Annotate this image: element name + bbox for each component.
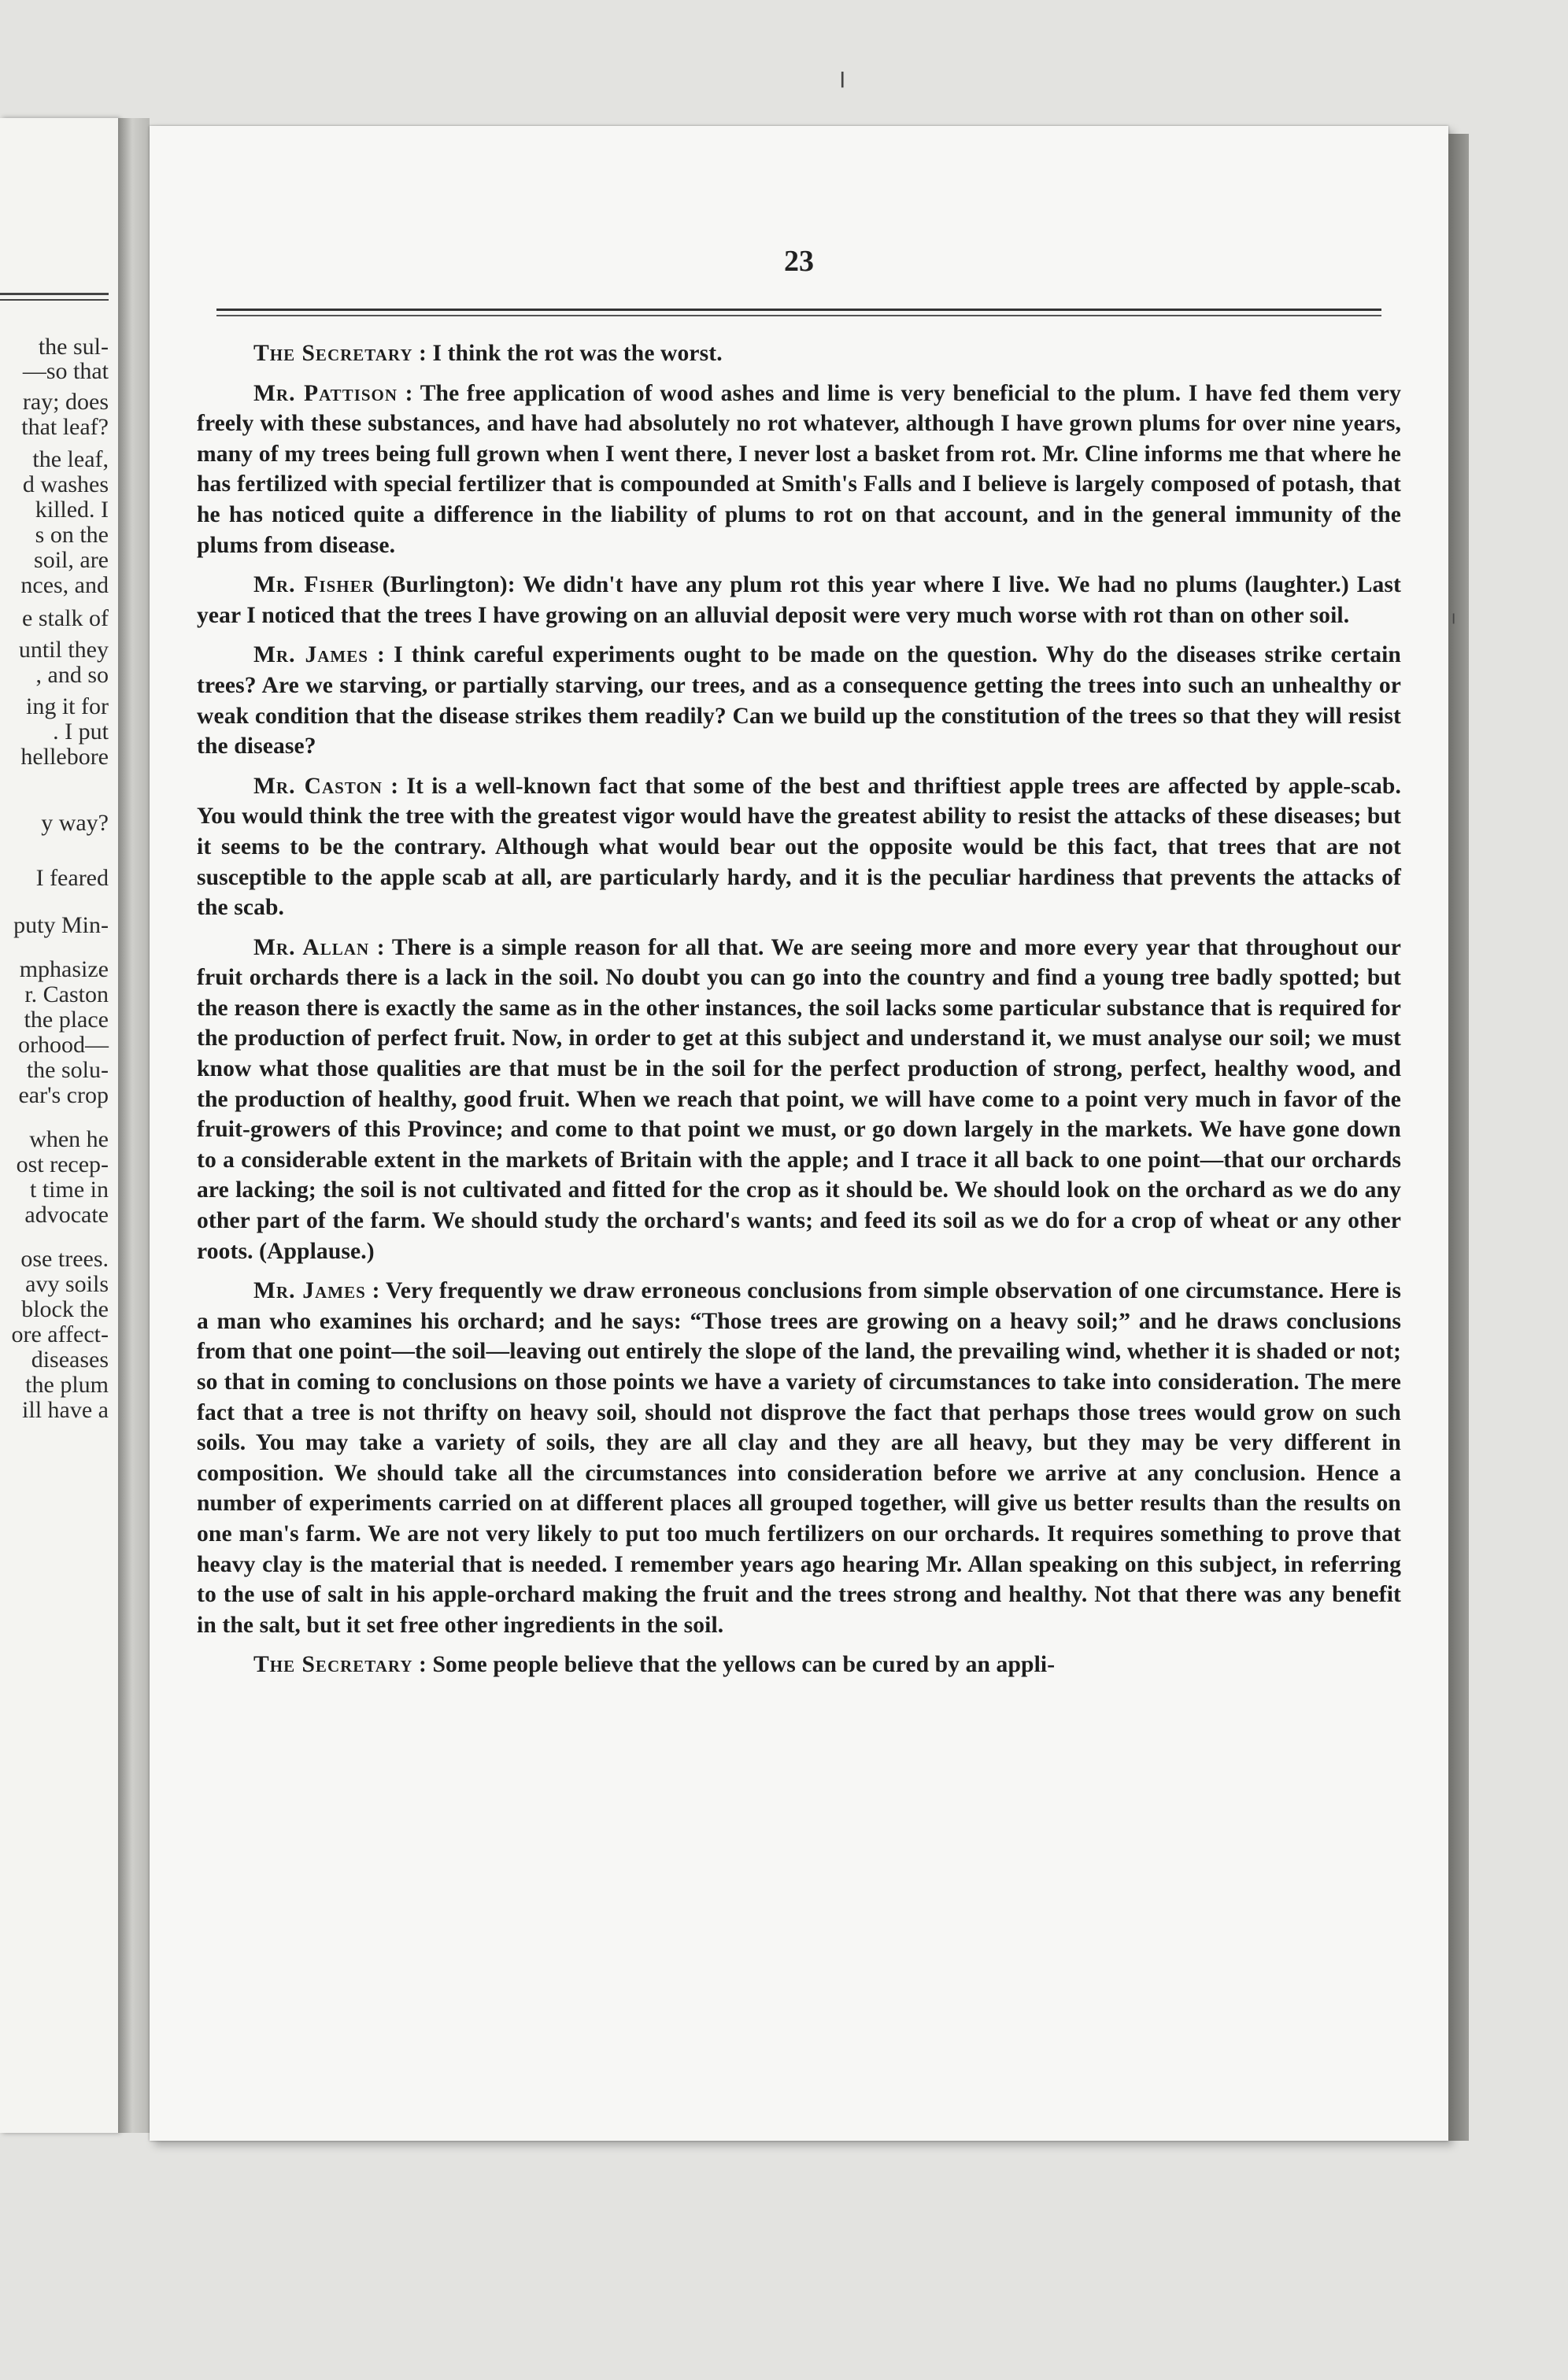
paragraph-text: : It is a well-known fact that some of the best and thriftiest apple trees are affected by apple-scab. You would think the tree with the greatest vigor would have the greatest ability to resist the attacks of these diseases; but it seems to be the contrary. Although what would bear out the opposite would be this fact, that trees that are not susceptible to the apple scab at all, are particularly hardy, and it is the peculiar hardiness that prevents the attacks of the scab. bbox=[197, 773, 1401, 921]
left-page-line: y way? bbox=[41, 810, 109, 836]
page-edge-shadow bbox=[1448, 134, 1469, 2141]
left-page-line: ray; does bbox=[22, 389, 109, 415]
paragraph bbox=[197, 771, 1401, 923]
left-page-line: t time in bbox=[30, 1177, 109, 1203]
left-page-line: the place bbox=[24, 1007, 109, 1033]
left-page-rule bbox=[0, 299, 109, 301]
paragraph bbox=[197, 570, 1401, 630]
speaker-name: Mr. James bbox=[253, 642, 368, 668]
scan-speck: ╵ bbox=[1448, 614, 1459, 634]
header-rule bbox=[216, 315, 1381, 316]
left-page-line: block the bbox=[21, 1296, 109, 1322]
speaker-name: Mr. Allan bbox=[253, 934, 370, 960]
paragraph-text: : Very frequently we draw erroneous conclusions from simple observation of one circumstance. Here is a man who examines his orchard; and he says: “Those trees are growing on a heavy soil;” and he draws conclusions from that one point—the soil—leaving out entirely the slope of the land, the prevailing wind, whether it is shaded or not; so that in coming to conclusions on those points we have a variety of circumstances to take into consideration. The mere fact that a tree is not thrifty on heavy soil, should not disprove the fact that perhaps those trees would grow on such soils. You may take a variety of soils, they are all clay and they are all heavy, but they may be very different in composition. We should take all the circumstances into consideration before we arrive at any conclusion. Hence a number of experiments carried on at different places all grouped together, will give us better results than the results on one man's farm. We are not very likely to put too much fertilizers on our orchards. It requires something to prove that heavy clay is the material that is needed. I remember years ago hearing Mr. Allan speaking on this subject, in referring to the use of salt in his apple-orchard making the fruit and the trees strong and healthy. Not that there was any benefit in the salt, but it set free other ingredients in the soil. bbox=[197, 1278, 1401, 1638]
speaker-name: The Secretary bbox=[253, 341, 413, 366]
paragraph-text: : The free application of wood ashes and lime is very beneficial to the plum. I have fed them very freely with these substances, and have had absolutely no rot whatever, although I have grown plums for over nine years, many of my trees being full grown when I went there, I never lost a basket from rot. Mr. Cline informs me that where he has fertilized with special fertilizer that is compounded at Smith's Falls and I believe is largely composed of potash, that he has noticed quite a difference in the liability of plums to rot on that account, and in the general immunity of the plums from disease. bbox=[197, 380, 1401, 558]
left-page-line: ing it for bbox=[26, 693, 109, 719]
left-page-line: e stalk of bbox=[22, 605, 109, 631]
left-page-line: advocate bbox=[24, 1202, 109, 1228]
paragraph-text: : Some people believe that the yellows can be cured by an appli- bbox=[419, 1652, 1056, 1678]
paragraph bbox=[197, 1650, 1401, 1680]
left-page-line: when he bbox=[29, 1126, 109, 1152]
left-page-line: ill have a bbox=[22, 1397, 109, 1423]
left-page-line: ore affect- bbox=[11, 1321, 109, 1347]
speaker-name: Mr. Fisher bbox=[253, 572, 375, 598]
left-page-line: ost recep- bbox=[16, 1151, 109, 1177]
left-page-line: puty Min- bbox=[13, 912, 109, 938]
left-page-line: —so that bbox=[22, 358, 109, 384]
header-rule bbox=[216, 309, 1381, 311]
left-page-line: , and so bbox=[35, 662, 109, 688]
left-page-line: mphasize bbox=[19, 956, 109, 982]
left-page-line: d washes bbox=[22, 471, 109, 497]
left-page-line: ear's crop bbox=[18, 1082, 109, 1108]
left-page-line: the plum bbox=[25, 1372, 109, 1398]
left-page-line: until they bbox=[18, 637, 109, 663]
left-page-line: killed. I bbox=[35, 497, 109, 523]
left-page-line: the sul- bbox=[38, 334, 109, 360]
paragraph bbox=[197, 640, 1401, 761]
paragraph bbox=[197, 1276, 1401, 1640]
page-number: 23 bbox=[784, 245, 814, 278]
speaker-name: Mr. Caston bbox=[253, 773, 383, 799]
left-page-line: diseases bbox=[31, 1347, 109, 1373]
speaker-name: Mr. Pattison bbox=[253, 380, 398, 406]
speaker-name: The Secretary bbox=[253, 1652, 413, 1678]
speaker-name: Mr. James bbox=[253, 1278, 366, 1304]
paragraph-text: : I think careful experiments ought to be made on the question. Why do the diseases strike certain trees? Are we starving, or partially starving, our trees, and as a consequence getting the trees into such an unhealthy or weak condition that the disease strikes them readily? Can we build up the constitution of the trees so that they will resist the disease? bbox=[197, 642, 1401, 759]
scan-speck: ╵ bbox=[834, 74, 851, 103]
left-page-line: hellebore bbox=[20, 744, 109, 770]
left-page-line: ose trees. bbox=[20, 1246, 109, 1272]
paragraph-text: : I think the rot was the worst. bbox=[419, 341, 723, 366]
book-gutter bbox=[118, 118, 150, 2133]
left-page-line: nces, and bbox=[20, 572, 109, 598]
left-page-line: orhood— bbox=[18, 1032, 109, 1058]
page-23 bbox=[150, 126, 1448, 2141]
left-page-line: the leaf, bbox=[32, 446, 109, 472]
left-page-line: r. Caston bbox=[24, 981, 109, 1007]
left-page-rule bbox=[0, 293, 109, 295]
body-text bbox=[197, 338, 1401, 1690]
paragraph-text: : There is a simple reason for all that. We are seeing more and more every year that throughout our fruit orchards there is a lack in the soil. No doubt you can go into the country and find a young tree badly spotted; but the reason there is exactly the same as in the other instances, the soil lacks some particular substance that is required for the production of perfect fruit. Now, in order to get at this subject and understand it, we must analyse our soil; we must know what those qualities are that must be in the soil for the perfect production of strong, perfect, healthy wood, and the production of healthy, good fruit. When we reach that point, we will have come to a point very much in favor of the fruit-growers of this Province; and come to that point we must, or go down largely in the markets. We have gone down to a considerable extent in the markets of Britain with the apple; and I trace it all back to one point—that our orchards are lacking; the soil is not cultivated and fitted for the crop as it should be. We should look on the orchard as we do any other part of the farm. We should study the orchard's wants; and feed its soil as we do for a crop of wheat or any other roots. (Applause.) bbox=[197, 934, 1402, 1264]
left-page-line: that leaf? bbox=[21, 414, 109, 440]
left-page-line: s on the bbox=[35, 522, 109, 548]
paragraph bbox=[197, 338, 1401, 369]
left-page-line: avy soils bbox=[25, 1271, 109, 1297]
paragraph bbox=[197, 379, 1401, 561]
paragraph-text: (Burlington): We didn't have any plum rot this year where I live. We had no plums (laughter.) Last year I noticed that the trees I have growing on an alluvial deposit were very much worse with rot than on other soil. bbox=[197, 572, 1401, 628]
left-page-line: the solu- bbox=[26, 1057, 109, 1083]
left-page-fragment bbox=[0, 118, 118, 2133]
left-page-line: I feared bbox=[35, 865, 109, 891]
left-page-line: . I put bbox=[53, 719, 109, 745]
paragraph bbox=[197, 933, 1401, 1267]
left-page-line: soil, are bbox=[34, 547, 109, 573]
